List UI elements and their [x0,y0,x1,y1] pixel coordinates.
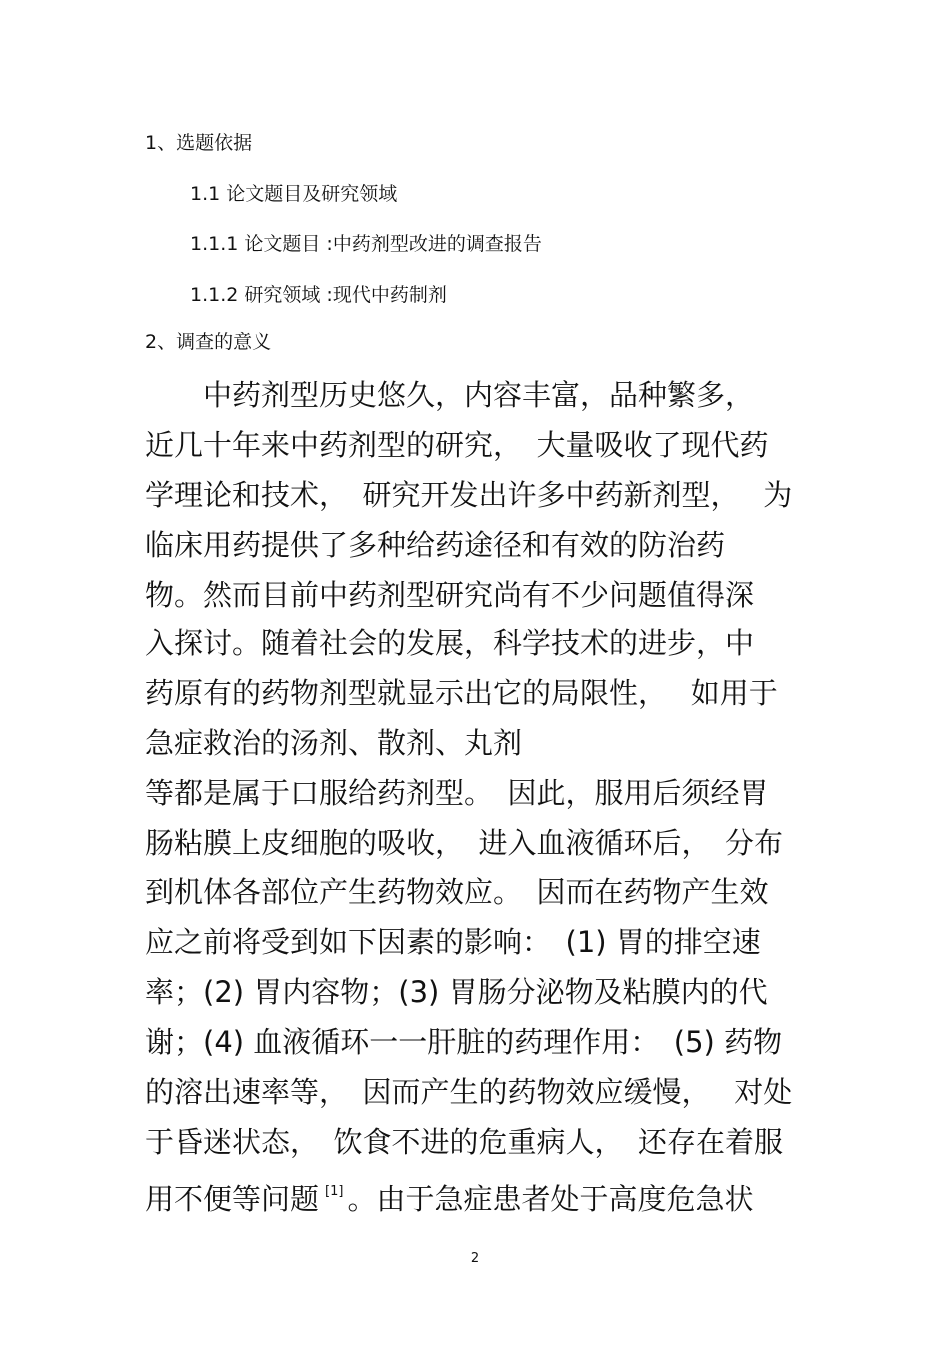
page-number: 2 [470,1251,480,1266]
paragraph-line: 临床用药提供了多种给药途径和有效的防治药 [145,528,726,562]
paragraph-line: 入探讨。随着社会的发展，科学技术的进步，中 [145,626,755,660]
paragraph-line: 中药剂型历史悠久，内容丰富，品种繁多， [145,378,755,412]
citation-reference[interactable]: [1] [325,1184,344,1199]
subsection-heading-1-1-1: 1.1.1 论文题目 :中药剂型改进的调查报告 [190,233,542,255]
paragraph-line: 物。然而目前中药剂型研究尚有不少问题值得深 [145,578,755,612]
paragraph-line: 近几十年来中药剂型的研究， 大量吸收了现代药 [145,428,769,462]
paragraph-line: 应之前将受到如下因素的影响： (1) 胃的排空速 [145,925,761,959]
paragraph-line: 等都是属于口服给药剂型。 因此，服用后须经胃 [145,776,769,810]
paragraph-text: 用不便等问题 [145,1182,320,1216]
paragraph-line: 学理论和技术， 研究开发出许多中药新剂型， 为 [145,478,793,512]
subsection-heading-1-1: 1.1 论文题目及研究领域 [190,183,398,205]
paragraph-line: 到机体各部位产生药物效应。 因而在药物产生效 [145,875,769,909]
paragraph-line: 急症救治的汤剂、散剂、丸剂 [145,726,523,760]
paragraph-line: 谢；(4) 血液循环一一肝脏的药理作用： (5) 药物 [145,1025,783,1059]
section-heading-1: 1、选题依据 [145,132,253,154]
paragraph-line: 于昏迷状态， 饮食不进的危重病人， 还存在着服 [145,1125,784,1159]
section-heading-2: 2、调查的意义 [145,331,272,353]
paragraph-line: 的溶出速率等， 因而产生的药物效应缓慢， 对处 [145,1075,793,1109]
paragraph-line: 药原有的药物剂型就显示出它的局限性， 如用于 [145,676,778,710]
paragraph-text: 。由于急症患者处于高度危急状 [347,1182,754,1216]
paragraph-line: 肠粘膜上皮细胞的吸收， 进入血液循环后， 分布 [145,826,784,860]
subsection-heading-1-1-2: 1.1.2 研究领域 :现代中药制剂 [190,284,447,306]
paragraph-line: 率；(2) 胃内容物；(3) 胃肠分泌物及粘膜内的代 [145,975,768,1009]
paragraph-line [145,1172,753,1219]
